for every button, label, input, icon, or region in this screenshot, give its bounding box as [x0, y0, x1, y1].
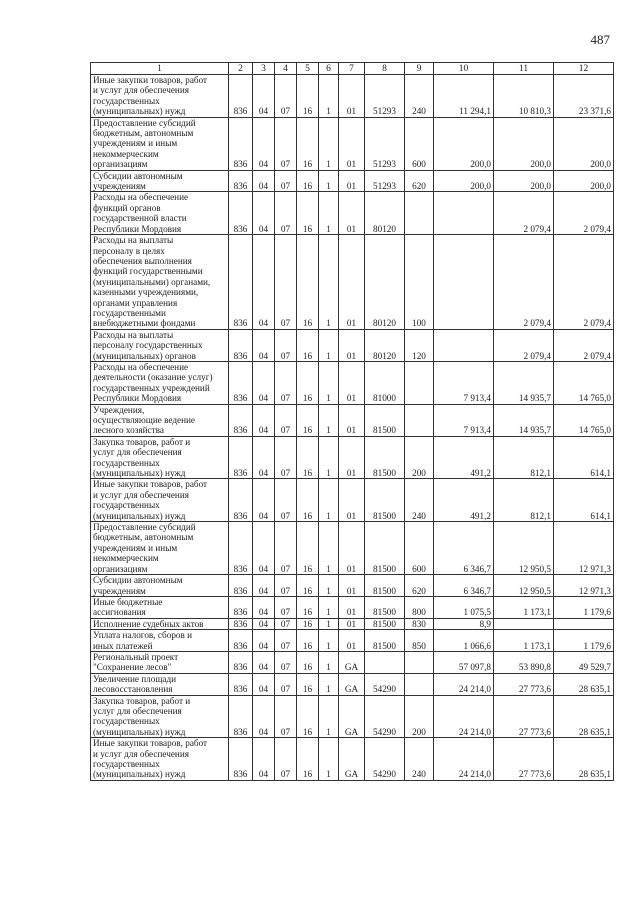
table-row	[91, 170, 614, 192]
row-label-cell: Увеличение площади лесовосстановления	[91, 673, 229, 695]
table-cell: 16	[297, 404, 319, 436]
table-cell: 1	[319, 738, 339, 781]
table-cell: 120	[405, 329, 434, 361]
table-cell: 01	[339, 170, 365, 192]
table-cell: 28 635,1	[554, 738, 614, 781]
table-cell: 16	[297, 630, 319, 652]
table-cell: 81500	[365, 404, 405, 436]
table-cell: 49 529,7	[554, 651, 614, 673]
table-cell: 16	[297, 170, 319, 192]
table-cell: 81500	[365, 575, 405, 597]
table-cell: 27 773,6	[494, 673, 554, 695]
table-row	[91, 75, 614, 118]
table-cell: 2 079,4	[554, 329, 614, 361]
table-cell: 23 371,6	[554, 75, 614, 118]
column-header: 9	[405, 63, 434, 75]
table-cell: 04	[253, 695, 275, 738]
table-cell: 04	[253, 479, 275, 522]
table-cell: 07	[275, 618, 297, 629]
table-cell: 1 179,6	[554, 630, 614, 652]
table-cell: 1	[319, 192, 339, 235]
table-cell: 04	[253, 436, 275, 479]
row-label-cell: Субсидии автономным учреждениям	[91, 170, 229, 192]
table-cell: 07	[275, 404, 297, 436]
table-cell: 836	[229, 522, 253, 575]
table-cell: 836	[229, 436, 253, 479]
table-cell: 07	[275, 673, 297, 695]
table-cell: 836	[229, 404, 253, 436]
table-cell: 836	[229, 575, 253, 597]
table-row	[91, 436, 614, 479]
table-cell: 1	[319, 329, 339, 361]
table-cell: 1	[319, 618, 339, 629]
table-cell	[365, 651, 405, 673]
table-cell: 01	[339, 117, 365, 170]
table-row	[91, 596, 614, 618]
table-cell: 07	[275, 522, 297, 575]
table-cell: 620	[405, 170, 434, 192]
table-cell: 81500	[365, 479, 405, 522]
table-cell	[405, 192, 434, 235]
table-cell: 16	[297, 192, 319, 235]
table-cell: 51293	[365, 117, 405, 170]
table-cell: 01	[339, 404, 365, 436]
row-label-cell: Иные закупки товаров, работ и услуг для обеспечения государственных (муниципальных) нужд	[91, 75, 229, 118]
table-cell: 12 971,3	[554, 522, 614, 575]
table-cell: 614,1	[554, 479, 614, 522]
table-cell: 54290	[365, 695, 405, 738]
table-cell: 16	[297, 618, 319, 629]
table-row	[91, 695, 614, 738]
table-cell: 16	[297, 575, 319, 597]
table-cell: 04	[253, 404, 275, 436]
table-cell: 240	[405, 738, 434, 781]
table-cell: 836	[229, 673, 253, 695]
table-cell: 04	[253, 738, 275, 781]
table-cell: 07	[275, 75, 297, 118]
table-row	[91, 404, 614, 436]
table-row	[91, 329, 614, 361]
column-header: 7	[339, 63, 365, 75]
table-cell: 1	[319, 695, 339, 738]
table-cell: 14 765,0	[554, 361, 614, 404]
row-label-cell: Учреждения, осуществляющие ведение лесного хозяйства	[91, 404, 229, 436]
table-cell: 16	[297, 651, 319, 673]
column-header: 6	[319, 63, 339, 75]
table-cell: 14 935,7	[494, 404, 554, 436]
table-body	[91, 75, 614, 781]
table-cell: 1	[319, 170, 339, 192]
table-cell: 16	[297, 75, 319, 118]
table-cell: 240	[405, 479, 434, 522]
table-cell: 24 214,0	[434, 673, 494, 695]
table-cell: 07	[275, 575, 297, 597]
table-row	[91, 575, 614, 597]
table-cell: 07	[275, 361, 297, 404]
table-row	[91, 479, 614, 522]
table-cell: 830	[405, 618, 434, 629]
table-cell: 614,1	[554, 436, 614, 479]
table-cell: 1	[319, 575, 339, 597]
table-cell: 200,0	[494, 170, 554, 192]
row-label-cell: Региональный проект "Сохранение лесов"	[91, 651, 229, 673]
table-cell: 836	[229, 618, 253, 629]
table-cell: 07	[275, 117, 297, 170]
table-cell: 01	[339, 192, 365, 235]
table-cell: 836	[229, 235, 253, 330]
table-cell: GA	[339, 695, 365, 738]
table-cell: 16	[297, 436, 319, 479]
row-label-cell: Иные закупки товаров, работ и услуг для обеспечения государственных (муниципальных) нужд	[91, 738, 229, 781]
row-label-cell: Иные закупки товаров, работ и услуг для обеспечения государственных (муниципальных) нужд	[91, 479, 229, 522]
table-row	[91, 651, 614, 673]
table-cell: 812,1	[494, 436, 554, 479]
table-cell: 1	[319, 75, 339, 118]
column-header: 8	[365, 63, 405, 75]
table-cell: 04	[253, 630, 275, 652]
table-cell: 24 214,0	[434, 695, 494, 738]
table-cell: GA	[339, 673, 365, 695]
table-cell: 01	[339, 361, 365, 404]
table-row	[91, 618, 614, 629]
row-label-cell: Предоставление субсидий бюджетным, автономным учреждениям и иным некоммерческим организациям	[91, 117, 229, 170]
table-cell: 07	[275, 329, 297, 361]
table-row	[91, 361, 614, 404]
table-cell: 16	[297, 695, 319, 738]
table-cell: 850	[405, 630, 434, 652]
table-cell: 2 079,4	[554, 192, 614, 235]
table-row	[91, 522, 614, 575]
table-cell: 11 294,1	[434, 75, 494, 118]
row-label-cell: Закупка товаров, работ и услуг для обеспечения государственных (муниципальных) нужд	[91, 695, 229, 738]
table-cell: 7 913,4	[434, 404, 494, 436]
table-cell: 14 765,0	[554, 404, 614, 436]
table-cell: 01	[339, 235, 365, 330]
table-row	[91, 673, 614, 695]
table-cell: 24 214,0	[434, 738, 494, 781]
table-cell: 12 950,5	[494, 522, 554, 575]
table-cell	[434, 235, 494, 330]
table-cell: 16	[297, 117, 319, 170]
table-cell	[494, 618, 554, 629]
table-cell: 01	[339, 618, 365, 629]
table-cell: 04	[253, 618, 275, 629]
column-header: 4	[275, 63, 297, 75]
column-header: 3	[253, 63, 275, 75]
row-label-cell: Исполнение судебных актов	[91, 618, 229, 629]
table-cell	[405, 404, 434, 436]
table-row	[91, 630, 614, 652]
table-cell: GA	[339, 738, 365, 781]
table-cell: 10 810,3	[494, 75, 554, 118]
table-row	[91, 117, 614, 170]
table-cell: 836	[229, 479, 253, 522]
table-cell: 836	[229, 170, 253, 192]
table-cell: 54290	[365, 673, 405, 695]
table-cell: 01	[339, 436, 365, 479]
table-cell: 1	[319, 117, 339, 170]
table-cell: 07	[275, 630, 297, 652]
table-cell: 1	[319, 479, 339, 522]
table-cell: 200	[405, 695, 434, 738]
table-cell: 53 890,8	[494, 651, 554, 673]
table-cell: 80120	[365, 235, 405, 330]
table-cell: 07	[275, 596, 297, 618]
table-cell: 2 079,4	[494, 329, 554, 361]
row-label-cell: Иные бюджетные ассигнования	[91, 596, 229, 618]
column-header: 5	[297, 63, 319, 75]
row-label-cell: Расходы на выплаты персоналу государственных (муниципальных) органов	[91, 329, 229, 361]
table-cell: 491,2	[434, 436, 494, 479]
page-number: 487	[590, 32, 610, 47]
table-cell: 836	[229, 361, 253, 404]
column-header: 1	[91, 63, 229, 75]
table-cell: 800	[405, 596, 434, 618]
table-cell: 200,0	[434, 170, 494, 192]
table-cell: 54290	[365, 738, 405, 781]
table-cell: 81000	[365, 361, 405, 404]
table-cell: 04	[253, 673, 275, 695]
table-cell: 28 635,1	[554, 673, 614, 695]
table-cell	[405, 673, 434, 695]
table-cell: 836	[229, 192, 253, 235]
table-row	[91, 235, 614, 330]
table-cell: 81500	[365, 596, 405, 618]
table-cell: 8,9	[434, 618, 494, 629]
table-cell: 836	[229, 596, 253, 618]
table-cell: 2 079,4	[554, 235, 614, 330]
table-cell	[554, 618, 614, 629]
table-cell: 836	[229, 329, 253, 361]
table-cell: 1	[319, 436, 339, 479]
table-cell: 07	[275, 651, 297, 673]
table-cell: 1	[319, 630, 339, 652]
table-cell: 12 950,5	[494, 575, 554, 597]
table-cell: 836	[229, 738, 253, 781]
table-cell: 16	[297, 738, 319, 781]
table-cell: 200,0	[554, 170, 614, 192]
table-cell	[405, 361, 434, 404]
table-cell: 81500	[365, 630, 405, 652]
table-cell: 1	[319, 596, 339, 618]
table-cell: 7 913,4	[434, 361, 494, 404]
table-cell: 600	[405, 117, 434, 170]
table-cell: GA	[339, 651, 365, 673]
table-cell: 836	[229, 117, 253, 170]
table-cell: 01	[339, 75, 365, 118]
table-cell: 6 346,7	[434, 522, 494, 575]
table-cell: 04	[253, 575, 275, 597]
table-cell: 16	[297, 596, 319, 618]
table-cell: 07	[275, 695, 297, 738]
table-cell: 57 097,8	[434, 651, 494, 673]
table-cell: 81500	[365, 436, 405, 479]
column-header: 12	[554, 63, 614, 75]
column-header: 11	[494, 63, 554, 75]
table-cell: 16	[297, 673, 319, 695]
table-cell: 07	[275, 170, 297, 192]
table-cell: 1 173,1	[494, 596, 554, 618]
table-cell: 1	[319, 522, 339, 575]
table-cell: 81500	[365, 618, 405, 629]
table-cell: 836	[229, 630, 253, 652]
table-cell: 27 773,6	[494, 695, 554, 738]
table-cell: 836	[229, 695, 253, 738]
table-cell: 01	[339, 329, 365, 361]
table-cell: 04	[253, 235, 275, 330]
table-cell: 04	[253, 522, 275, 575]
row-label-cell: Субсидии автономным учреждениям	[91, 575, 229, 597]
table-cell: 1	[319, 404, 339, 436]
table-cell: 16	[297, 522, 319, 575]
row-label-cell: Закупка товаров, работ и услуг для обеспечения государственных (муниципальных) нужд	[91, 436, 229, 479]
table-cell: 200,0	[554, 117, 614, 170]
table-cell: 1	[319, 673, 339, 695]
table-cell: 240	[405, 75, 434, 118]
column-header: 10	[434, 63, 494, 75]
table-cell: 07	[275, 738, 297, 781]
table-cell: 491,2	[434, 479, 494, 522]
table-cell: 07	[275, 436, 297, 479]
row-label-cell: Расходы на обеспечение деятельности (оказание услуг) государственных учреждений Республики Мордовия	[91, 361, 229, 404]
table-cell: 01	[339, 630, 365, 652]
table-cell: 812,1	[494, 479, 554, 522]
table-cell: 04	[253, 361, 275, 404]
table-cell: 1 173,1	[494, 630, 554, 652]
table-cell: 836	[229, 651, 253, 673]
header-row	[91, 63, 614, 75]
table-cell: 100	[405, 235, 434, 330]
table-cell: 2 079,4	[494, 192, 554, 235]
table-cell: 200,0	[494, 117, 554, 170]
table-cell: 51293	[365, 75, 405, 118]
table-cell: 01	[339, 479, 365, 522]
budget-table	[90, 62, 614, 781]
table-cell: 1 179,6	[554, 596, 614, 618]
table-cell: 12 971,3	[554, 575, 614, 597]
table-cell: 28 635,1	[554, 695, 614, 738]
table-cell: 81500	[365, 522, 405, 575]
table-cell: 16	[297, 479, 319, 522]
table-cell: 04	[253, 192, 275, 235]
table-cell: 16	[297, 329, 319, 361]
table-cell: 14 935,7	[494, 361, 554, 404]
table-cell: 1 075,5	[434, 596, 494, 618]
column-header: 2	[229, 63, 253, 75]
table-cell: 836	[229, 75, 253, 118]
table-cell: 600	[405, 522, 434, 575]
table-cell: 01	[339, 596, 365, 618]
row-label-cell: Уплата налогов, сборов и иных платежей	[91, 630, 229, 652]
table-cell: 200,0	[434, 117, 494, 170]
table-cell: 51293	[365, 170, 405, 192]
table-cell	[434, 192, 494, 235]
table-cell: 04	[253, 117, 275, 170]
table-cell: 80120	[365, 192, 405, 235]
table-cell: 07	[275, 479, 297, 522]
table-cell: 1	[319, 235, 339, 330]
table-cell: 6 346,7	[434, 575, 494, 597]
table-cell: 04	[253, 596, 275, 618]
table-cell: 04	[253, 75, 275, 118]
table-row	[91, 192, 614, 235]
table-cell: 07	[275, 192, 297, 235]
table-cell: 200	[405, 436, 434, 479]
table-row	[91, 738, 614, 781]
table-cell: 07	[275, 235, 297, 330]
table-cell: 16	[297, 361, 319, 404]
table-cell: 04	[253, 651, 275, 673]
row-label-cell: Расходы на обеспечение функций органов государственной власти Республики Мордовия	[91, 192, 229, 235]
table-cell: 80120	[365, 329, 405, 361]
table-cell: 01	[339, 522, 365, 575]
row-label-cell: Расходы на выплаты персоналу в целях обеспечения выполнения функций государственными (муниципальными) органами, казенными учреждениями, органами управления государственными внебюджетными фондами	[91, 235, 229, 330]
table-cell: 04	[253, 329, 275, 361]
table-cell: 620	[405, 575, 434, 597]
row-label-cell: Предоставление субсидий бюджетным, автономным учреждениям и иным некоммерческим организациям	[91, 522, 229, 575]
table-cell: 16	[297, 235, 319, 330]
table-cell: 04	[253, 170, 275, 192]
table-cell: 1 066,6	[434, 630, 494, 652]
table-cell: 1	[319, 651, 339, 673]
table-cell: 1	[319, 361, 339, 404]
table-cell: 2 079,4	[494, 235, 554, 330]
table-cell: 27 773,6	[494, 738, 554, 781]
table-cell	[434, 329, 494, 361]
table-cell: 01	[339, 575, 365, 597]
table-cell	[405, 651, 434, 673]
